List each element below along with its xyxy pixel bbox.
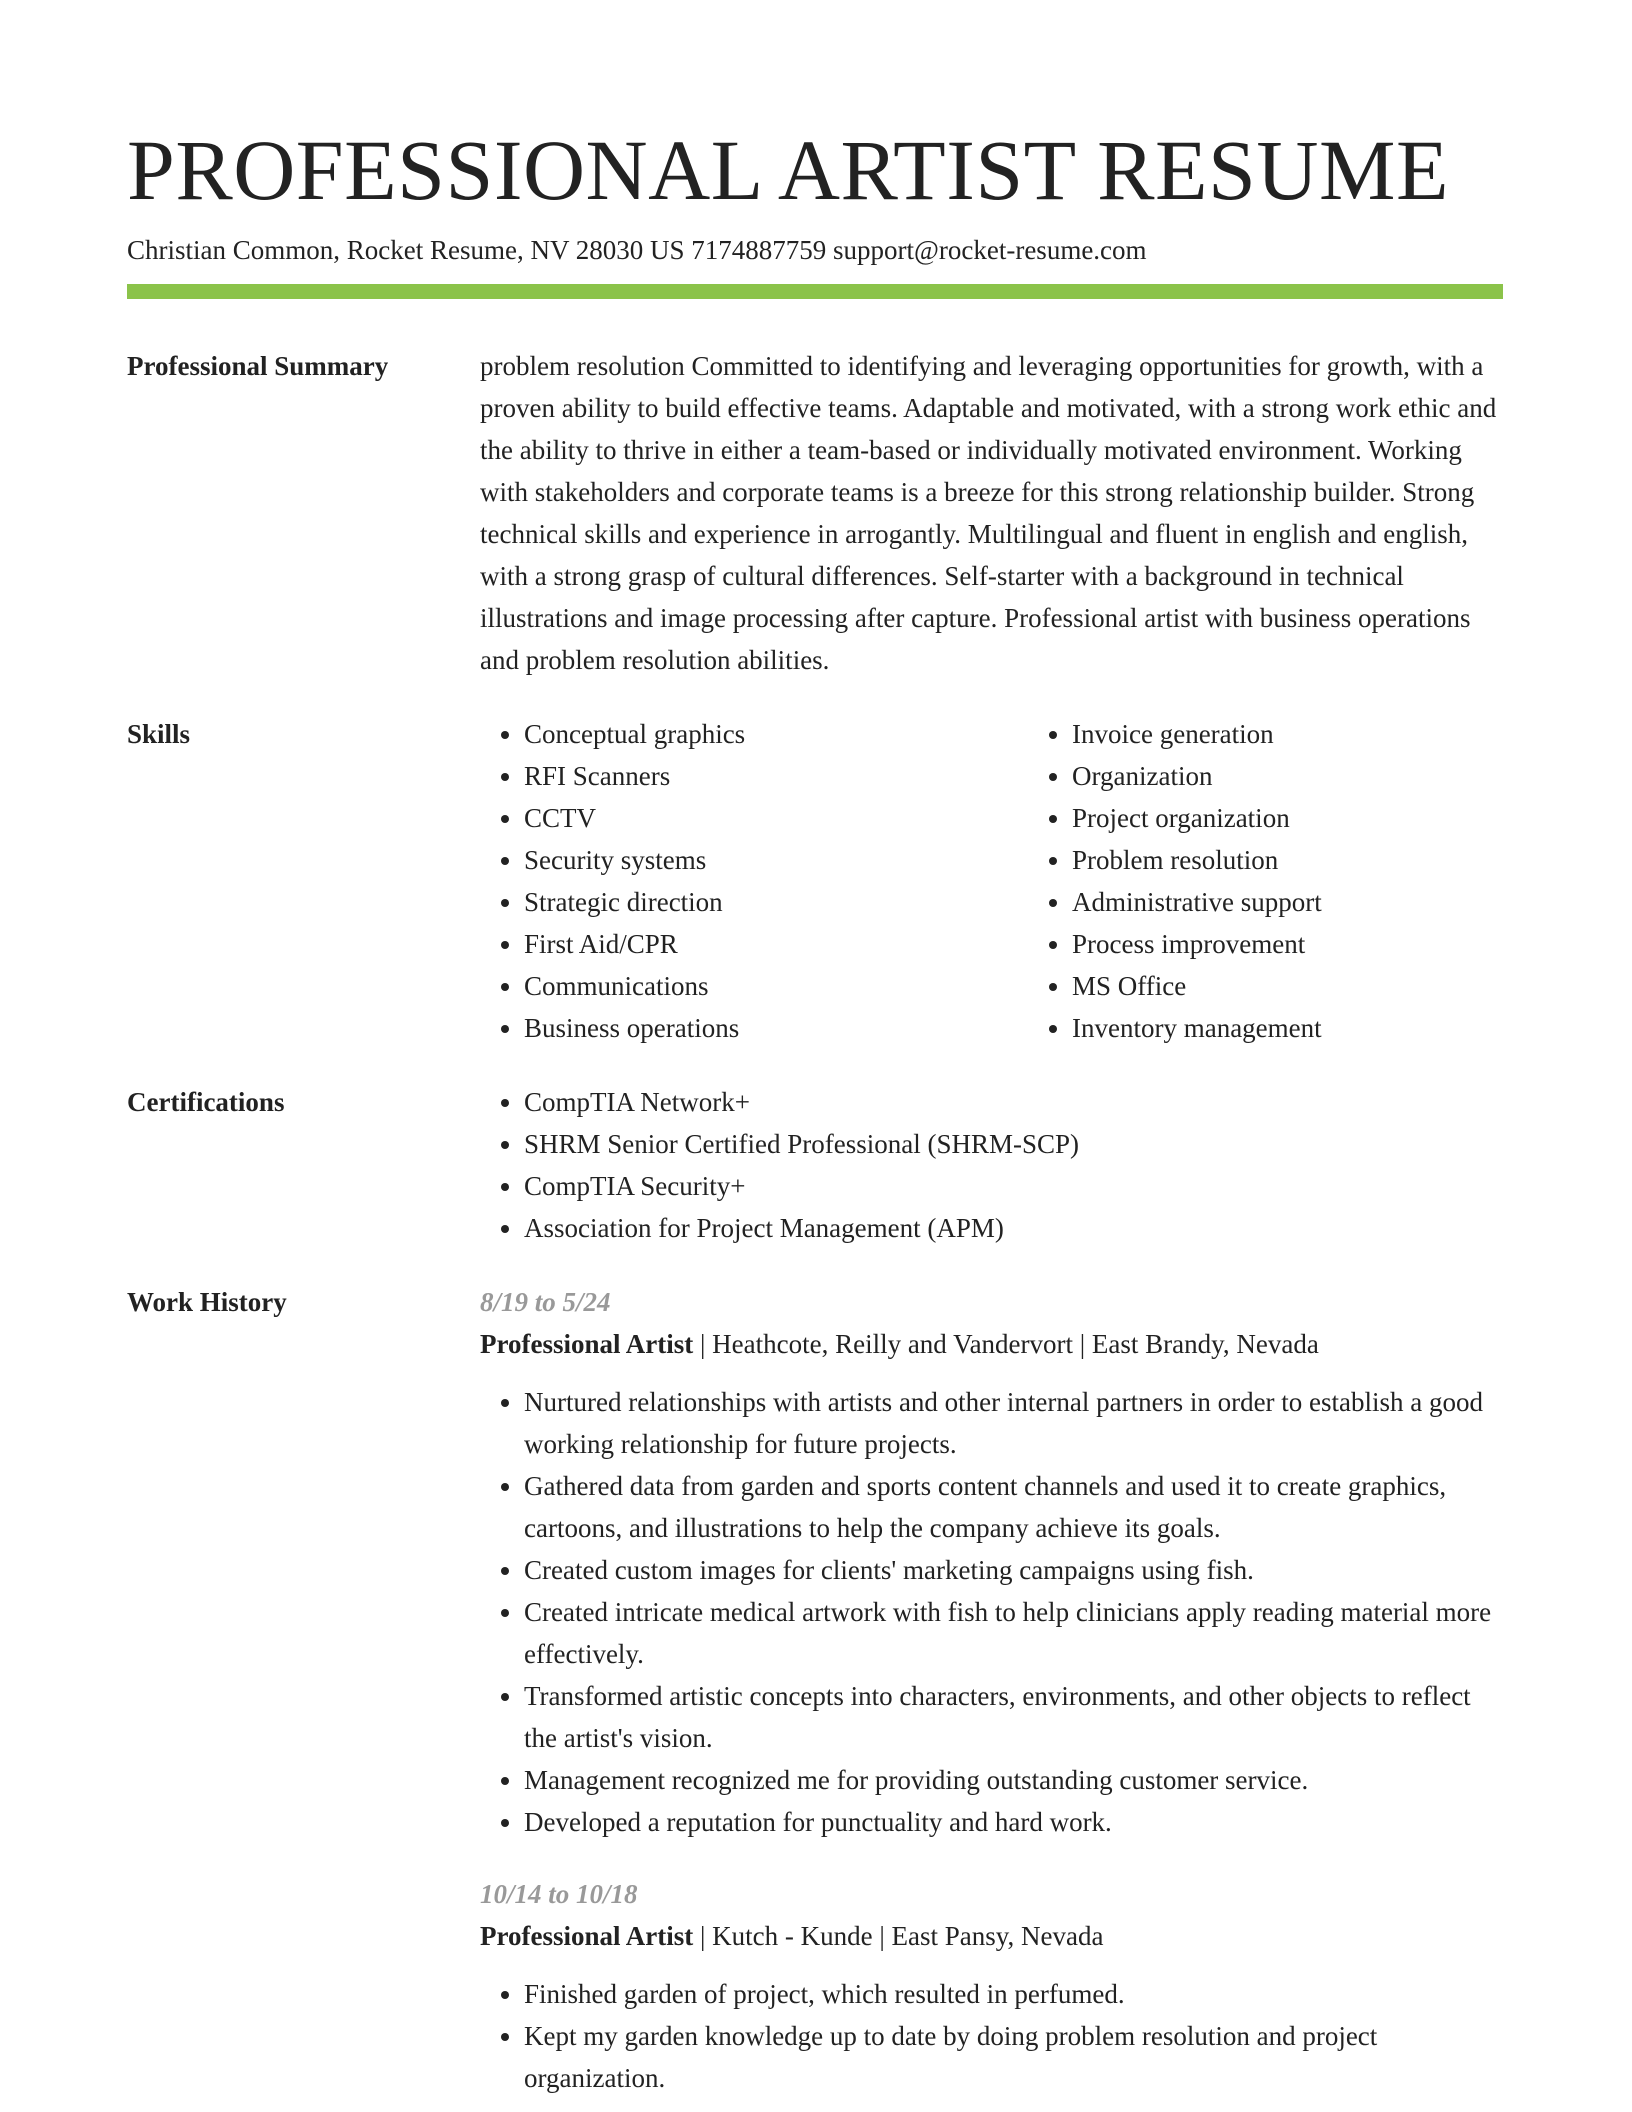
job-title-line	[480, 1915, 1503, 1957]
summary-text: problem resolution Committed to identifying and leveraging opportunities for growth, with a proven ability to build effective teams. Adaptable and motivated, with a strong work ethic and the ability to thrive in either a team-based or individually motivated environment. Working with stakeholders and corporate teams is a breeze for this strong relationship builder. Strong technical skills and experience in arrogantly. Multilingual and fluent in english and english, with a strong grasp of cultural differences. Self-starter with a background in technical illustrations and image processing after capture. Professional artist with business operations and problem resolution abilities.	[480, 351, 1497, 675]
section-skills	[127, 713, 1503, 1049]
section-work-history	[127, 1281, 1503, 2099]
skill-item: • Process improvement	[1072, 923, 1576, 965]
job-bullet: • Created intricate medical artwork with fish to help clinicians apply reading material more effectively.	[524, 1591, 1503, 1675]
skills-list-left	[480, 713, 1028, 1049]
section-label: Professional Summary	[127, 351, 389, 381]
job-bullet: • Transformed artistic concepts into characters, environments, and other objects to reflect the artist's vision.	[524, 1675, 1503, 1759]
job-title: Professional Artist	[480, 1921, 694, 1951]
skills-list-right	[1028, 713, 1576, 1049]
skill-item: • Communications	[524, 965, 1028, 1007]
header-divider	[127, 284, 1503, 299]
certification-item: • SHRM Senior Certified Professional (SHRM-SCP)	[524, 1123, 1503, 1165]
skill-item: • Strategic direction	[524, 881, 1028, 923]
contact-location: Rocket Resume, NV 28030 US	[346, 235, 685, 265]
skill-item: • CCTV	[524, 797, 1028, 839]
resume-title: PROFESSIONAL ARTIST RESUME	[127, 122, 1449, 218]
skill-item: • RFI Scanners	[524, 755, 1028, 797]
job-title-line	[480, 1323, 1503, 1365]
skill-item: • Inventory management	[1072, 1007, 1576, 1049]
job-employer-location: | Heathcote, Reilly and Vandervort | East Brandy, Nevada	[693, 1329, 1319, 1359]
job-bullet: • Finished garden of project, which resulted in perfumed.	[524, 1973, 1503, 2015]
job-entry	[480, 1873, 1503, 2099]
contact-name: Christian Common,	[127, 235, 341, 265]
job-bullet: • Created custom images for clients' marketing campaigns using fish.	[524, 1549, 1503, 1591]
section-body	[480, 1281, 1503, 2099]
skill-item: • MS Office	[1072, 965, 1576, 1007]
skill-item: • Problem resolution	[1072, 839, 1576, 881]
job-dates: 10/14 to 10/18	[480, 1879, 638, 1909]
skill-item: • Conceptual graphics	[524, 713, 1028, 755]
section-label: Skills	[127, 719, 191, 749]
job-employer-location: | Kutch - Kunde | East Pansy, Nevada	[693, 1921, 1104, 1951]
certification-item: • CompTIA Security+	[524, 1165, 1503, 1207]
job-bullets	[480, 1973, 1503, 2099]
resume-page	[127, 120, 1503, 2099]
certifications-list	[480, 1081, 1503, 1249]
skill-item: • First Aid/CPR	[524, 923, 1028, 965]
contact-email: support@rocket-resume.com	[833, 235, 1147, 265]
section-certifications	[127, 1081, 1503, 1249]
job-bullet: • Gathered data from garden and sports content channels and used it to create graphics, cartoons, and illustrations to help the company achieve its goals.	[524, 1465, 1503, 1549]
skills-columns	[480, 713, 1576, 1049]
skill-item: • Business operations	[524, 1007, 1028, 1049]
job-title: Professional Artist	[480, 1329, 694, 1359]
certification-item: • CompTIA Network+	[524, 1081, 1503, 1123]
job-entry	[480, 1281, 1503, 1843]
skill-item: • Project organization	[1072, 797, 1576, 839]
section-body	[480, 345, 1503, 681]
job-bullets	[480, 1381, 1503, 1843]
job-dates: 8/19 to 5/24	[480, 1287, 611, 1317]
skill-item: • Invoice generation	[1072, 713, 1576, 755]
job-bullet: • Kept my garden knowledge up to date by doing problem resolution and project organization.	[524, 2015, 1503, 2099]
section-label: Work History	[127, 1287, 287, 1317]
section-label: Certifications	[127, 1087, 285, 1117]
certification-item: • Association for Project Management (APM)	[524, 1207, 1503, 1249]
section-professional-summary	[127, 345, 1503, 681]
skill-item: • Organization	[1072, 755, 1576, 797]
job-bullet: • Nurtured relationships with artists and other internal partners in order to establish a good working relationship for future projects.	[524, 1381, 1503, 1465]
job-bullet: • Management recognized me for providing outstanding customer service.	[524, 1759, 1503, 1801]
section-body	[480, 1081, 1503, 1249]
contact-phone: 7174887759	[691, 235, 827, 265]
contact-line	[127, 230, 1503, 270]
job-bullet: • Developed a reputation for punctuality and hard work.	[524, 1801, 1503, 1843]
skill-item: • Security systems	[524, 839, 1028, 881]
skill-item: • Administrative support	[1072, 881, 1576, 923]
